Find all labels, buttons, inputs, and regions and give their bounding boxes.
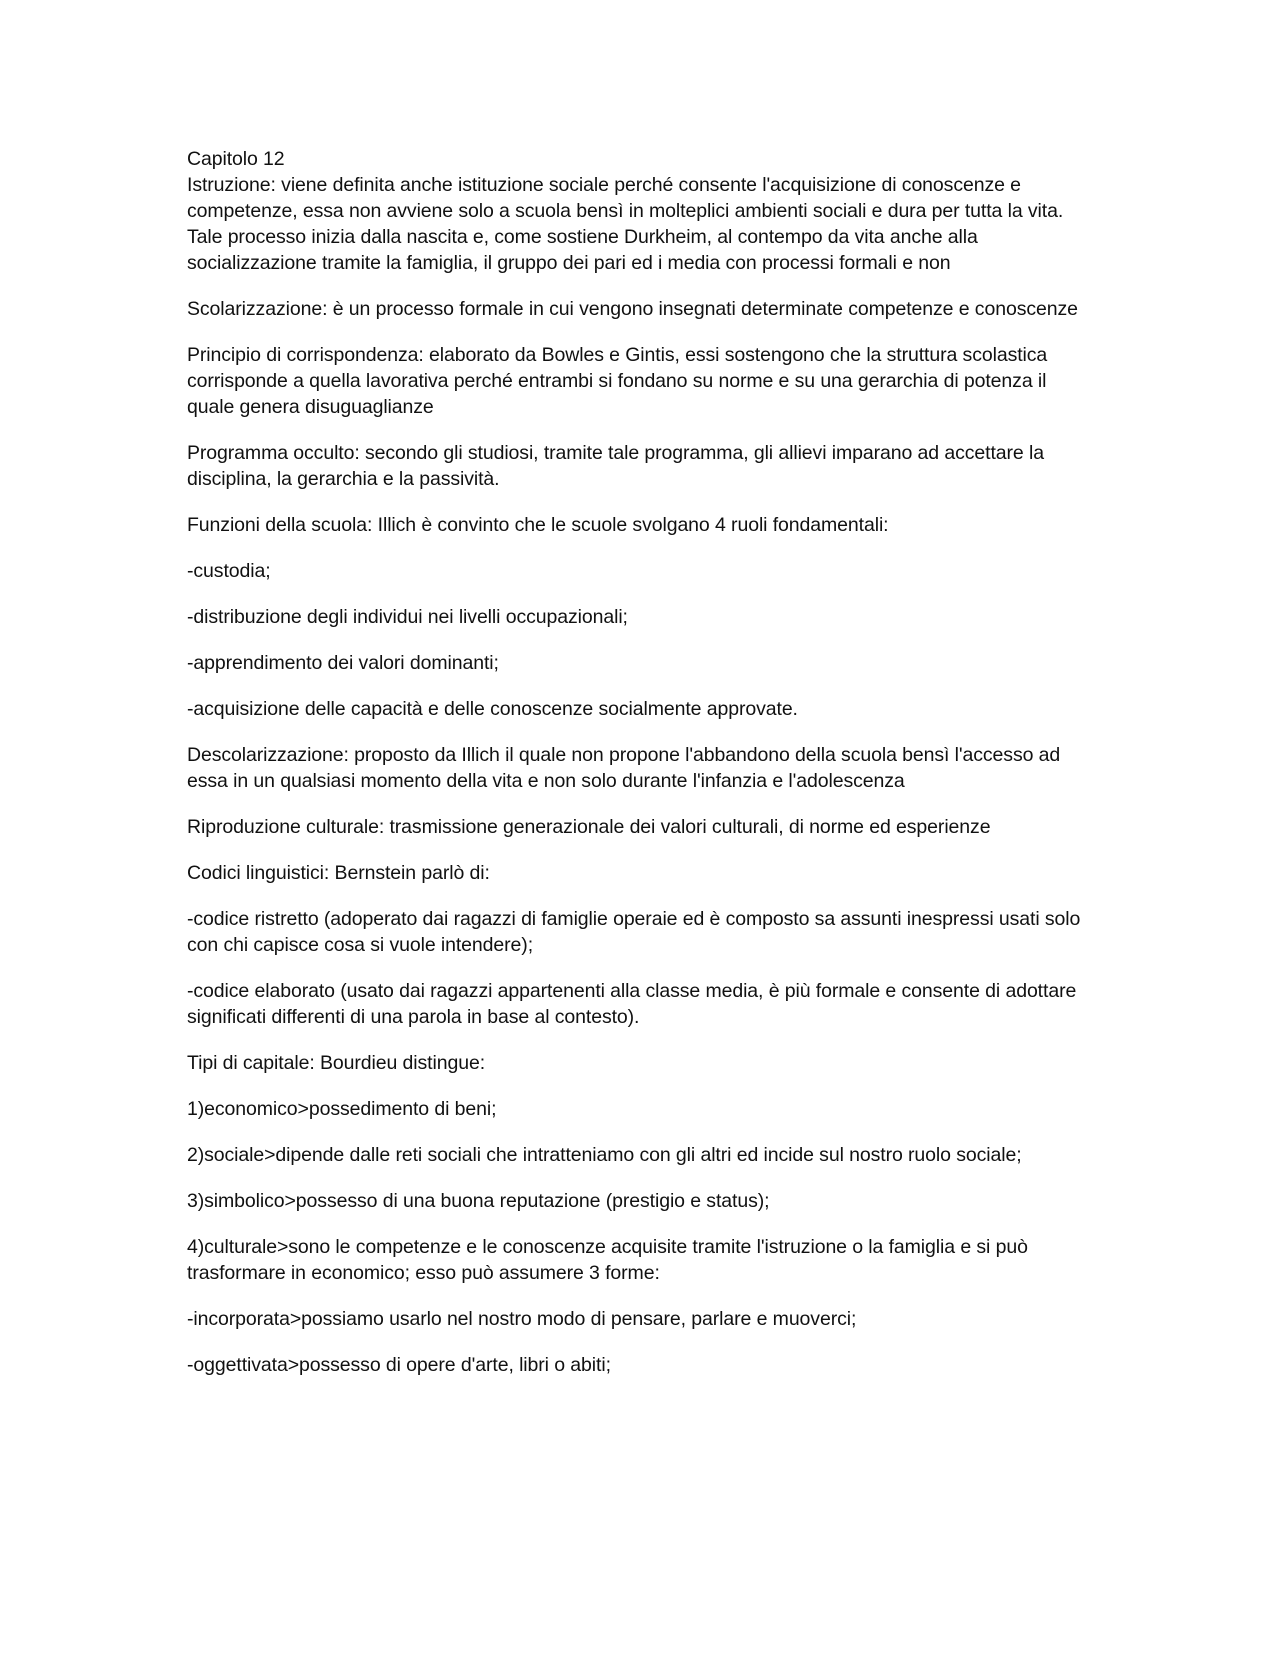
paragraph-scolarizzazione: Scolarizzazione: è un processo formale in cui vengono insegnati determinate competenze e conoscenze <box>187 298 1078 320</box>
list-item-codice-ristretto: -codice ristretto (adoperato dai ragazzi di famiglie operaie ed è composto sa assunti inespressi usati solo con chi capisce cosa si vuole intendere); <box>187 908 1081 956</box>
list-item-economico: 1)economico>possedimento di beni; <box>187 1098 497 1120</box>
list-item-simbolico: 3)simbolico>possesso di una buona reputazione (prestigio e status); <box>187 1190 770 1212</box>
list-item-acquisizione: -acquisizione delle capacità e delle conoscenze socialmente approvate. <box>187 698 798 720</box>
list-item-custodia: -custodia; <box>187 560 271 582</box>
list-item-sociale: 2)sociale>dipende dalle reti sociali che intratteniamo con gli altri ed incide sul nostro ruolo sociale; <box>187 1144 1022 1166</box>
list-item-oggettivata: -oggettivata>possesso di opere d'arte, libri o abiti; <box>187 1354 611 1376</box>
paragraph-riproduzione-culturale: Riproduzione culturale: trasmissione generazionale dei valori culturali, di norme ed esperienze <box>187 816 991 838</box>
list-item-codice-elaborato: -codice elaborato (usato dai ragazzi appartenenti alla classe media, è più formale e consente di adottare significati differenti di una parola in base al contesto). <box>187 980 1077 1028</box>
paragraph-principio-corrispondenza: Principio di corrispondenza: elaborato da Bowles e Gintis, essi sostengono che la struttura scolastica corrisponde a quella lavorativa perché entrambi si fondano su norme e su una gerarchia di potenza il quale genera disuguaglianze <box>187 344 1048 418</box>
document-body <box>187 146 1097 1398</box>
paragraph-descolarizzazione: Descolarizzazione: proposto da Illich il quale non propone l'abbandono della scuola bensì l'accesso ad essa in un qualsiasi momento della vita e non solo durante l'infanzia e l'adolescenza <box>187 744 1061 792</box>
paragraph-istruzione: Istruzione: viene definita anche istituzione sociale perché consente l'acquisizione di conoscenze e competenze, essa non avviene solo a scuola bensì in molteplici ambienti sociali e dura per tutta la vita. Tale processo inizia dalla nascita e, come sostiene Durkheim, al contempo da vita anche alla socializzazione tramite la famiglia, il gruppo dei pari ed i media con processi formali e non <box>187 174 1064 274</box>
chapter-title: Capitolo 12 <box>187 148 285 170</box>
paragraph-tipi-capitale: Tipi di capitale: Bourdieu distingue: <box>187 1052 486 1074</box>
list-item-distribuzione: -distribuzione degli individui nei livelli occupazionali; <box>187 606 628 628</box>
paragraph-programma-occulto: Programma occulto: secondo gli studiosi, tramite tale programma, gli allievi imparano ad accettare la disciplina, la gerarchia e la passività. <box>187 442 1044 490</box>
list-item-apprendimento: -apprendimento dei valori dominanti; <box>187 652 499 674</box>
paragraph-funzioni-scuola: Funzioni della scuola: Illich è convinto che le scuole svolgano 4 ruoli fondamentali: <box>187 514 889 536</box>
list-item-incorporata: -incorporata>possiamo usarlo nel nostro modo di pensare, parlare e muoverci; <box>187 1308 857 1330</box>
list-item-culturale: 4)culturale>sono le competenze e le conoscenze acquisite tramite l'istruzione o la famiglia e si può trasformare in economico; esso può assumere 3 forme: <box>187 1236 1028 1284</box>
paragraph-codici-linguistici: Codici linguistici: Bernstein parlò di: <box>187 862 490 884</box>
